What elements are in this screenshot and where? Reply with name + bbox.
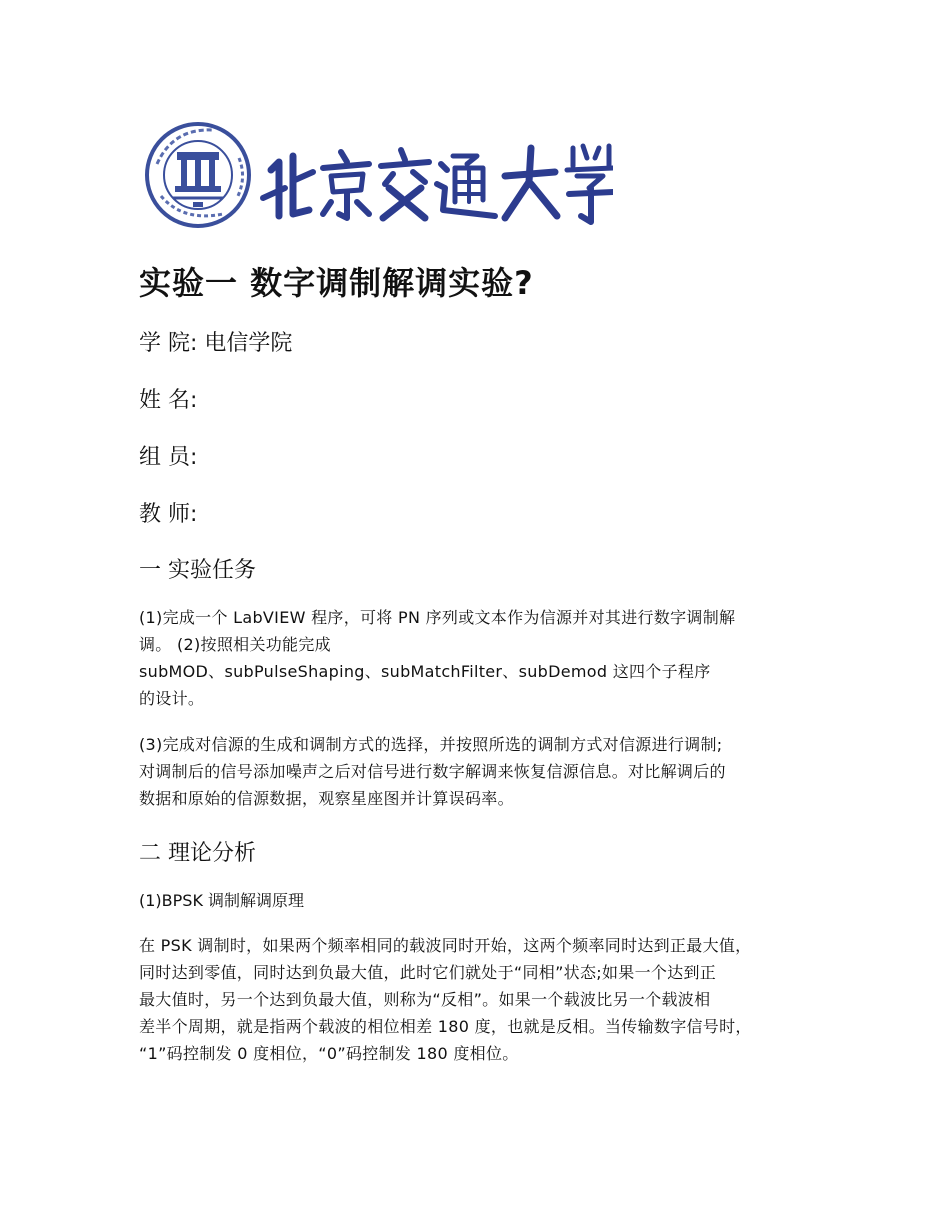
paragraph-line: 调。 (2)按照相关功能完成: [139, 635, 331, 654]
info-line-college: 学 院: 电信学院: [139, 331, 293, 356]
paragraph-line: 最大值时，另一个达到负最大值，则称为“反相”。如果一个载波比另一个载波相: [139, 990, 711, 1009]
info-line-members: 组 员:: [139, 445, 198, 470]
paragraph-line: 的设计。: [139, 689, 205, 708]
subheading-bpsk: (1)BPSK 调制解调原理: [139, 891, 305, 910]
university-seal-icon: [147, 124, 249, 226]
paragraph-line: 差半个周期，就是指两个载波的相位相差 180 度，也就是反相。当传输数字信号时，: [139, 1017, 752, 1036]
university-logo: [143, 118, 613, 233]
paragraph-task-1: [139, 604, 829, 712]
paragraph-line: 同时达到零值，同时达到负最大值，此时它们就处于“同相”状态;如果一个达到正: [139, 963, 717, 982]
paragraph-task-3: [139, 731, 829, 812]
paragraph-line: (3)完成对信源的生成和调制方式的选择，并按照所选的调制方式对信源进行调制;: [139, 735, 723, 754]
document-title: 实验一 数字调制解调实验?: [139, 264, 534, 302]
section-heading-theory: 二 理论分析: [139, 841, 256, 866]
paragraph-line: 在 PSK 调制时，如果两个频率相同的载波同时开始，这两个频率同时达到正最大值，: [139, 936, 752, 955]
info-line-teacher: 教 师:: [139, 502, 198, 527]
paragraph-line: subMOD、subPulseShaping、subMatchFilter、subDemod 这四个子程序: [139, 662, 711, 681]
paragraph-line: (1)完成一个 LabVIEW 程序，可将 PN 序列或文本作为信源并对其进行数字调制解: [139, 608, 736, 627]
section-heading-tasks: 一 实验任务: [139, 558, 256, 583]
info-line-name: 姓 名:: [139, 388, 198, 413]
paragraph-line: 对调制后的信号添加噪声之后对信号进行数字解调来恢复信源信息。对比解调后的: [139, 762, 726, 781]
paragraph-bpsk-principle: [139, 932, 829, 1067]
paragraph-line: 数据和原始的信源数据，观察星座图并计算误码率。: [139, 789, 514, 808]
university-logo-graphic: [143, 118, 613, 233]
paragraph-line: “1”码控制发 0 度相位，“0”码控制发 180 度相位。: [139, 1044, 519, 1063]
university-wordmark-icon: [263, 146, 613, 222]
